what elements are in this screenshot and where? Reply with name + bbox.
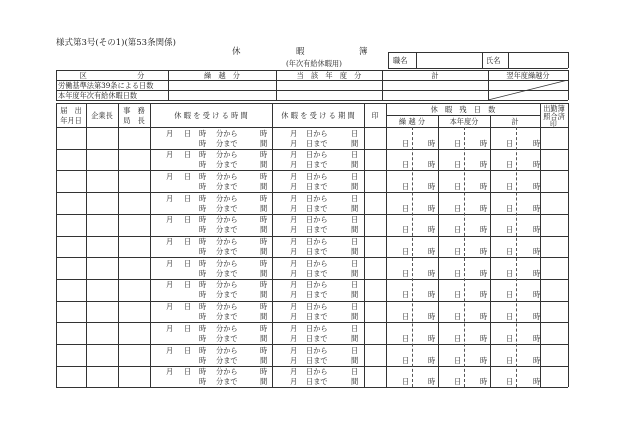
period-cell-to: 日まで — [306, 355, 328, 365]
remaining-unit: 時 — [533, 247, 541, 256]
main-header-bottom — [56, 127, 568, 128]
main-col-line — [568, 103, 569, 387]
time-cell-from: 時 — [260, 215, 268, 225]
time-cell-to: 分まで — [216, 290, 238, 300]
remaining-unit: 日 — [506, 247, 514, 256]
dashed-divider — [412, 127, 413, 387]
time-cell-from: 時 — [199, 258, 207, 268]
remaining-unit: 時 — [480, 355, 488, 365]
zan-col-line — [490, 115, 491, 387]
remaining-unit: 時 — [480, 268, 488, 278]
period-cell-from: 日 — [351, 171, 359, 181]
period-cell-to: 月 — [290, 333, 298, 343]
period-cell-from: 日から — [306, 323, 328, 333]
time-cell-from: 時 — [260, 237, 268, 246]
hdr-shukkin-3: 印 — [550, 120, 557, 128]
period-cell-to: 月 — [290, 160, 298, 170]
remaining-unit: 日 — [506, 138, 514, 148]
time-cell-to: 分まで — [216, 203, 238, 213]
remaining-unit: 時 — [533, 355, 541, 365]
period-cell-from: 日から — [306, 150, 328, 160]
remaining-unit: 時 — [480, 181, 488, 191]
table-row-line — [56, 257, 568, 258]
remaining-unit: 日 — [454, 377, 462, 387]
remaining-unit: 時 — [480, 247, 488, 256]
time-cell-to: 間 — [260, 181, 268, 191]
time-cell-to: 間 — [260, 312, 268, 322]
remaining-unit: 日 — [506, 203, 514, 213]
time-cell-to: 間 — [260, 268, 268, 278]
period-cell-to: 月 — [290, 268, 298, 278]
remaining-unit: 時 — [428, 333, 436, 343]
period-cell-from: 日から — [306, 128, 328, 138]
time-cell-to: 時 — [199, 138, 207, 148]
period-cell-to: 間 — [351, 268, 359, 278]
period-cell-to: 日まで — [306, 160, 328, 170]
time-cell-from: 月 — [166, 215, 174, 225]
remaining-unit: 日 — [454, 333, 462, 343]
summary-col-line — [56, 70, 57, 100]
rule-line — [416, 52, 417, 68]
remaining-unit: 時 — [480, 290, 488, 300]
time-cell-from: 分から — [216, 258, 238, 268]
period-cell-from: 月 — [290, 193, 298, 203]
period-cell-from: 日から — [306, 171, 328, 181]
remaining-unit: 時 — [533, 160, 541, 170]
rule-line — [568, 52, 569, 68]
hdr-zan-honnendo: 本年度分 — [449, 117, 479, 126]
time-cell-to: 間 — [260, 377, 268, 387]
period-cell-from: 月 — [290, 237, 298, 246]
time-cell-from: 時 — [260, 280, 268, 290]
time-cell-from: 月 — [166, 258, 174, 268]
time-cell-from: 時 — [260, 128, 268, 138]
period-cell-from: 月 — [290, 302, 298, 312]
time-cell-from: 時 — [199, 345, 207, 355]
remaining-unit: 日 — [506, 225, 514, 235]
remaining-unit: 時 — [428, 203, 436, 213]
table-row-line — [56, 387, 568, 388]
period-cell-from: 日 — [351, 215, 359, 225]
time-cell-from: 月 — [166, 367, 174, 377]
period-cell-from: 日 — [351, 280, 359, 290]
time-cell-to: 時 — [199, 181, 207, 191]
time-cell-from: 時 — [199, 215, 207, 225]
hdr-zan-kei: 計 — [511, 117, 519, 126]
time-cell-from: 時 — [260, 193, 268, 203]
remaining-unit: 時 — [533, 225, 541, 235]
time-cell-to: 分まで — [216, 355, 238, 365]
period-cell-from: 日から — [306, 237, 328, 246]
remaining-unit: 日 — [506, 355, 514, 365]
remaining-unit: 日 — [402, 268, 410, 278]
time-cell-to: 分まで — [216, 333, 238, 343]
time-cell-from: 時 — [199, 323, 207, 333]
remaining-unit: 日 — [402, 160, 410, 170]
time-cell-from: 日 — [184, 345, 192, 355]
period-cell-from: 日 — [351, 367, 359, 377]
title-char-kyu: 休 — [232, 47, 241, 57]
remaining-unit: 時 — [533, 203, 541, 213]
time-cell-from: 月 — [166, 280, 174, 290]
time-cell-from: 分から — [216, 150, 238, 160]
time-cell-from: 時 — [199, 280, 207, 290]
period-cell-to: 月 — [290, 203, 298, 213]
remaining-unit: 時 — [428, 181, 436, 191]
period-cell-from: 月 — [290, 280, 298, 290]
hdr-in: 印 — [371, 111, 379, 120]
summary-col-kei: 計 — [431, 71, 439, 80]
period-cell-to: 間 — [351, 333, 359, 343]
remaining-unit: 時 — [480, 138, 488, 148]
period-cell-to: 日まで — [306, 268, 328, 278]
time-cell-to: 間 — [260, 333, 268, 343]
remaining-unit: 日 — [454, 290, 462, 300]
zan-col-line — [438, 115, 439, 387]
period-cell-to: 日まで — [306, 377, 328, 387]
remaining-unit: 時 — [533, 290, 541, 300]
period-cell-from: 日 — [351, 128, 359, 138]
time-cell-to: 分まで — [216, 247, 238, 256]
time-cell-from: 時 — [260, 258, 268, 268]
time-cell-from: 月 — [166, 171, 174, 181]
period-cell-from: 月 — [290, 171, 298, 181]
time-cell-to: 時 — [199, 203, 207, 213]
time-cell-from: 月 — [166, 302, 174, 312]
remaining-unit: 日 — [506, 268, 514, 278]
main-table-top — [56, 103, 568, 104]
time-cell-from: 時 — [260, 367, 268, 377]
time-cell-from: 時 — [260, 171, 268, 181]
period-cell-to: 間 — [351, 355, 359, 365]
remaining-unit: 日 — [402, 333, 410, 343]
time-cell-from: 月 — [166, 323, 174, 333]
time-cell-from: 時 — [199, 193, 207, 203]
remaining-unit: 日 — [506, 333, 514, 343]
time-cell-from: 日 — [184, 367, 192, 377]
time-cell-to: 分まで — [216, 225, 238, 235]
period-cell-to: 間 — [351, 290, 359, 300]
time-cell-from: 月 — [166, 150, 174, 160]
header-box-bottom — [388, 68, 568, 69]
summary-col-tougai: 当 該 年 度 分 — [296, 71, 362, 80]
remaining-unit: 日 — [506, 181, 514, 191]
period-cell-from: 日 — [351, 258, 359, 268]
summary-col-line — [568, 70, 569, 100]
period-cell-from: 月 — [290, 323, 298, 333]
period-cell-from: 月 — [290, 367, 298, 377]
dashed-divider — [516, 127, 517, 387]
time-cell-to: 間 — [260, 225, 268, 235]
period-cell-to: 日まで — [306, 225, 328, 235]
hdr-todokede-1: 届 出 — [60, 106, 82, 115]
table-row-line — [56, 344, 568, 345]
remaining-unit: 日 — [402, 290, 410, 300]
time-cell-from: 時 — [199, 367, 207, 377]
time-cell-from: 月 — [166, 237, 174, 246]
remaining-unit: 日 — [454, 225, 462, 235]
summary-col-line — [168, 70, 169, 100]
hdr-jimu-2: 局 長 — [123, 116, 145, 125]
time-cell-to: 時 — [199, 225, 207, 235]
remaining-unit: 時 — [428, 225, 436, 235]
remaining-unit: 時 — [428, 160, 436, 170]
time-cell-from: 時 — [199, 171, 207, 181]
period-cell-to: 日まで — [306, 333, 328, 343]
period-cell-from: 日 — [351, 345, 359, 355]
period-cell-from: 月 — [290, 150, 298, 160]
period-cell-to: 月 — [290, 181, 298, 191]
time-cell-from: 分から — [216, 302, 238, 312]
time-cell-from: 日 — [184, 280, 192, 290]
period-cell-to: 間 — [351, 203, 359, 213]
period-cell-from: 日から — [306, 193, 328, 203]
time-cell-to: 分まで — [216, 138, 238, 148]
time-cell-from: 分から — [216, 345, 238, 355]
period-cell-from: 月 — [290, 258, 298, 268]
post-label: 職名 — [393, 56, 408, 65]
period-cell-from: 日から — [306, 258, 328, 268]
remaining-unit: 時 — [428, 268, 436, 278]
time-cell-from: 時 — [260, 150, 268, 160]
time-cell-to: 時 — [199, 355, 207, 365]
hdr-zan-kurikoshi: 繰 越 分 — [398, 117, 426, 126]
period-cell-to: 日まで — [306, 290, 328, 300]
remaining-unit: 日 — [506, 377, 514, 387]
period-cell-from: 日から — [306, 215, 328, 225]
time-cell-from: 分から — [216, 367, 238, 377]
time-cell-to: 間 — [260, 355, 268, 365]
period-cell-to: 月 — [290, 312, 298, 322]
remaining-unit: 時 — [533, 312, 541, 322]
zan-header-mid — [386, 115, 540, 116]
remaining-unit: 日 — [454, 312, 462, 322]
period-cell-from: 日から — [306, 302, 328, 312]
remaining-unit: 日 — [454, 181, 462, 191]
time-cell-to: 時 — [199, 333, 207, 343]
period-cell-to: 間 — [351, 377, 359, 387]
time-cell-from: 時 — [199, 302, 207, 312]
header-box-top — [388, 52, 568, 53]
rule-line — [482, 52, 483, 68]
remaining-unit: 日 — [402, 225, 410, 235]
period-cell-to: 日まで — [306, 138, 328, 148]
period-cell-to: 日まで — [306, 312, 328, 322]
hdr-todokede-2: 年月日 — [60, 116, 82, 125]
time-cell-to: 間 — [260, 290, 268, 300]
time-cell-to: 間 — [260, 138, 268, 148]
remaining-unit: 日 — [402, 312, 410, 322]
form-id: 様式第3号(その1)(第53条関係) — [56, 38, 176, 48]
hdr-zan-title: 休 暇 残 日 数 — [430, 105, 496, 114]
period-cell-to: 日まで — [306, 203, 328, 213]
time-cell-from: 分から — [216, 237, 238, 246]
time-cell-from: 分から — [216, 193, 238, 203]
period-cell-to: 間 — [351, 247, 359, 256]
subtitle: (年次有給休暇用) — [286, 59, 342, 68]
remaining-unit: 時 — [533, 333, 541, 343]
time-cell-to: 時 — [199, 160, 207, 170]
time-cell-from: 日 — [184, 258, 192, 268]
time-cell-from: 日 — [184, 171, 192, 181]
period-cell-to: 日まで — [306, 247, 328, 256]
period-cell-from: 月 — [290, 128, 298, 138]
remaining-unit: 日 — [402, 138, 410, 148]
remaining-unit: 日 — [454, 138, 462, 148]
rule-line — [508, 52, 509, 68]
table-row-line — [56, 322, 568, 323]
period-cell-to: 日まで — [306, 181, 328, 191]
time-cell-to: 時 — [199, 312, 207, 322]
time-cell-from: 月 — [166, 193, 174, 203]
time-cell-from: 時 — [199, 128, 207, 138]
time-cell-from: 時 — [260, 323, 268, 333]
time-cell-to: 時 — [199, 290, 207, 300]
summary-row-line — [56, 100, 568, 101]
remaining-unit: 時 — [428, 290, 436, 300]
hdr-kikan: 休 暇 を 受 け る 期 間 — [281, 111, 355, 120]
time-cell-from: 分から — [216, 323, 238, 333]
time-cell-to: 時 — [199, 377, 207, 387]
remaining-unit: 日 — [506, 160, 514, 170]
remaining-unit: 時 — [428, 355, 436, 365]
period-cell-from: 月 — [290, 345, 298, 355]
period-cell-to: 間 — [351, 225, 359, 235]
period-cell-to: 月 — [290, 138, 298, 148]
summary-row-labor-law: 労働基準法第39条による日数 — [58, 81, 154, 90]
remaining-unit: 時 — [428, 247, 436, 256]
hdr-jimu-1: 事 務 — [123, 106, 145, 115]
period-cell-from: 日から — [306, 280, 328, 290]
period-cell-to: 月 — [290, 247, 298, 256]
time-cell-from: 時 — [260, 302, 268, 312]
summary-row-current-year: 本年度年次有給休暇日数 — [58, 91, 138, 100]
remaining-unit: 時 — [428, 377, 436, 387]
period-cell-to: 間 — [351, 138, 359, 148]
dashed-divider — [464, 127, 465, 387]
remaining-unit: 日 — [402, 377, 410, 387]
remaining-unit: 時 — [533, 268, 541, 278]
time-cell-to: 分まで — [216, 181, 238, 191]
remaining-unit: 日 — [402, 203, 410, 213]
remaining-unit: 時 — [480, 333, 488, 343]
time-cell-to: 分まで — [216, 160, 238, 170]
remaining-unit: 日 — [454, 268, 462, 278]
time-cell-to: 間 — [260, 160, 268, 170]
remaining-unit: 時 — [428, 138, 436, 148]
time-cell-from: 日 — [184, 215, 192, 225]
diagonal-strike — [488, 80, 568, 100]
table-row-line — [56, 192, 568, 193]
period-cell-to: 月 — [290, 290, 298, 300]
time-cell-from: 月 — [166, 345, 174, 355]
period-cell-from: 日 — [351, 323, 359, 333]
rule-line — [388, 52, 389, 68]
title-char-ka: 暇 — [296, 47, 305, 57]
time-cell-from: 日 — [184, 237, 192, 246]
time-cell-from: 日 — [184, 128, 192, 138]
hdr-shukkin-1: 出勤簿 — [543, 104, 565, 113]
period-cell-to: 間 — [351, 160, 359, 170]
remaining-unit: 日 — [506, 290, 514, 300]
time-cell-from: 時 — [260, 345, 268, 355]
time-cell-from: 日 — [184, 150, 192, 160]
time-cell-from: 分から — [216, 215, 238, 225]
time-cell-from: 分から — [216, 171, 238, 181]
period-cell-from: 日 — [351, 150, 359, 160]
time-cell-from: 日 — [184, 323, 192, 333]
remaining-unit: 日 — [402, 181, 410, 191]
time-cell-from: 時 — [199, 237, 207, 246]
remaining-unit: 日 — [454, 355, 462, 365]
remaining-unit: 日 — [454, 247, 462, 256]
time-cell-from: 日 — [184, 302, 192, 312]
period-cell-from: 日から — [306, 345, 328, 355]
time-cell-to: 時 — [199, 268, 207, 278]
remaining-unit: 時 — [533, 138, 541, 148]
period-cell-to: 間 — [351, 312, 359, 322]
summary-col-kubun: 区 分 — [79, 71, 145, 80]
remaining-unit: 日 — [402, 355, 410, 365]
period-cell-to: 月 — [290, 377, 298, 387]
time-cell-from: 時 — [199, 150, 207, 160]
time-cell-to: 時 — [199, 247, 207, 256]
time-cell-from: 日 — [184, 193, 192, 203]
time-cell-to: 分まで — [216, 377, 238, 387]
remaining-unit: 時 — [480, 225, 488, 235]
remaining-unit: 時 — [428, 312, 436, 322]
remaining-unit: 時 — [480, 160, 488, 170]
period-cell-from: 日から — [306, 367, 328, 377]
time-cell-to: 分まで — [216, 312, 238, 322]
summary-col-line — [382, 70, 383, 100]
summary-col-kurikoshi: 繰 越 分 — [204, 71, 240, 80]
period-cell-from: 日 — [351, 302, 359, 312]
title-char-bo: 簿 — [359, 47, 368, 57]
time-cell-to: 間 — [260, 203, 268, 213]
hdr-shukkin-2: 照合済 — [543, 112, 565, 121]
period-cell-to: 月 — [290, 355, 298, 365]
hdr-jikan: 休 暇 を 受 け る 時 間 — [174, 111, 248, 120]
time-cell-to: 分まで — [216, 268, 238, 278]
hdr-kigyocho: 企業長 — [91, 111, 113, 120]
summary-col-yokunendo: 翌年度繰越分 — [506, 71, 550, 80]
period-cell-to: 間 — [351, 181, 359, 191]
period-cell-to: 月 — [290, 225, 298, 235]
remaining-unit: 時 — [480, 203, 488, 213]
remaining-unit: 日 — [402, 247, 410, 256]
remaining-unit: 時 — [480, 312, 488, 322]
time-cell-from: 分から — [216, 280, 238, 290]
time-cell-to: 間 — [260, 247, 268, 256]
name-label: 氏名 — [486, 56, 501, 65]
period-cell-from: 日 — [351, 193, 359, 203]
period-cell-from: 日 — [351, 237, 359, 246]
remaining-unit: 日 — [454, 160, 462, 170]
remaining-unit: 時 — [533, 181, 541, 191]
time-cell-from: 月 — [166, 128, 174, 138]
remaining-unit: 時 — [480, 377, 488, 387]
remaining-unit: 日 — [454, 203, 462, 213]
remaining-unit: 時 — [533, 377, 541, 387]
summary-col-line — [276, 70, 277, 100]
time-cell-from: 分から — [216, 128, 238, 138]
period-cell-from: 月 — [290, 215, 298, 225]
remaining-unit: 日 — [506, 312, 514, 322]
